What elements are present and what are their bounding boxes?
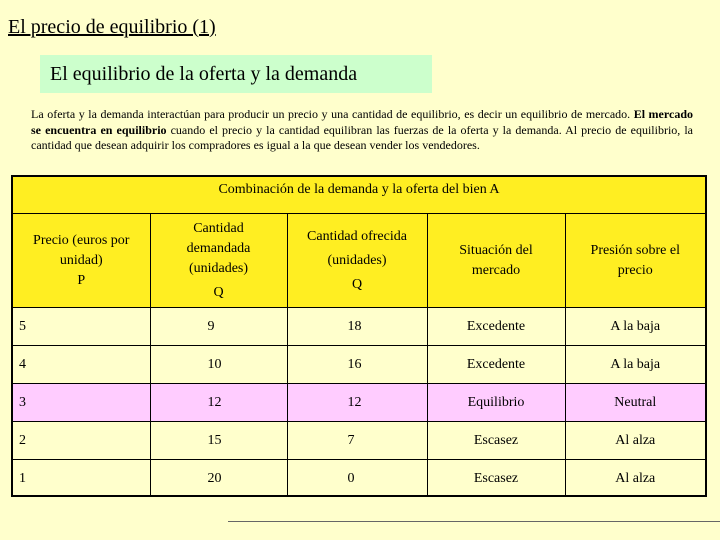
cell-precio: 3 bbox=[13, 384, 150, 422]
intro-paragraph bbox=[31, 107, 693, 154]
header-ofrecida-line2: (unidades) bbox=[327, 252, 387, 268]
cell-demandada: 12 bbox=[150, 384, 287, 422]
cell-precio: 2 bbox=[13, 422, 150, 460]
table-row-equilibrium bbox=[13, 384, 705, 422]
cell-presion: Al alza bbox=[615, 470, 656, 486]
cell-precio: 4 bbox=[13, 346, 150, 384]
cell-ofrecida: 7 bbox=[287, 422, 427, 460]
header-ofrecida-line3: Q bbox=[351, 276, 363, 292]
header-demandada-line1: Cantidad bbox=[193, 220, 244, 236]
subtitle: El equilibrio de la oferta y la demanda bbox=[50, 63, 358, 85]
header-ofrecida-line1: Cantidad ofrecida bbox=[307, 228, 407, 244]
cell-ofrecida: 0 bbox=[287, 460, 427, 498]
intro-text-2: cuando el precio y la cantidad equilibran las fuerzas de la oferta y la demanda. Al precio de equilibrio, la cantidad que desean adquirir los compradores es igual a la que desean vender los vendedores. bbox=[31, 122, 694, 152]
cell-situacion: Equilibrio bbox=[427, 384, 565, 422]
header-situacion-line1: Situación del bbox=[459, 242, 533, 258]
header-precio-line3: P bbox=[77, 272, 86, 288]
header-precio-line1: Precio (euros por bbox=[33, 232, 130, 248]
header-demandada-line2: demandada bbox=[186, 240, 251, 256]
intro-bold-text: El mercado se encuentra en equilibrio bbox=[31, 107, 693, 137]
equilibrium-table bbox=[11, 175, 707, 497]
header-precio bbox=[13, 214, 150, 308]
cell-precio: 5 bbox=[13, 308, 150, 346]
cell-precio: 1 bbox=[13, 460, 150, 498]
footer-divider bbox=[228, 521, 720, 522]
header-demandada bbox=[150, 214, 287, 308]
table-caption: Combinación de la demanda y la oferta del bien A bbox=[13, 177, 705, 214]
cell-presion: Neutral bbox=[565, 384, 705, 422]
table-row bbox=[13, 346, 705, 384]
cell-situacion: Excedente bbox=[427, 346, 565, 384]
cell-demandada: 9 bbox=[150, 308, 287, 346]
header-presion bbox=[565, 214, 705, 308]
cell-ofrecida: 16 bbox=[287, 346, 427, 384]
cell-ofrecida: 12 bbox=[287, 384, 427, 422]
header-ofrecida bbox=[287, 214, 427, 308]
header-precio-line2: unidad) bbox=[59, 252, 103, 268]
header-demandada-line4: Q bbox=[213, 284, 224, 300]
cell-situacion: Excedente bbox=[427, 308, 565, 346]
header-situacion bbox=[427, 214, 565, 308]
header-row bbox=[13, 214, 705, 308]
table-row bbox=[13, 460, 705, 498]
header-presion-line1: Presión sobre el bbox=[590, 242, 680, 258]
data-table bbox=[13, 214, 705, 497]
cell-presion: Al alza bbox=[565, 422, 705, 460]
cell-presion: A la baja bbox=[565, 346, 705, 384]
header-situacion-line2: mercado bbox=[471, 262, 521, 278]
cell-demandada: 10 bbox=[150, 346, 287, 384]
cell-situacion: Escasez bbox=[427, 460, 565, 498]
header-demandada-line3: (unidades) bbox=[188, 260, 249, 276]
cell-demandada: 20 bbox=[150, 460, 287, 498]
cell-demandada: 15 bbox=[150, 422, 287, 460]
table-row bbox=[13, 422, 705, 460]
cell-presion: A la baja bbox=[565, 308, 705, 346]
cell-ofrecida: 18 bbox=[287, 308, 427, 346]
page-title: El precio de equilibrio (1) bbox=[8, 16, 216, 38]
subtitle-box bbox=[40, 55, 432, 93]
header-presion-line2: precio bbox=[617, 262, 653, 278]
cell-situacion: Escasez bbox=[427, 422, 565, 460]
intro-text-1: La oferta y la demanda interactúan para producir un precio y una cantidad de equilibrio, es decir un equilibrio de mercado. bbox=[31, 107, 634, 121]
table-row bbox=[13, 308, 705, 346]
